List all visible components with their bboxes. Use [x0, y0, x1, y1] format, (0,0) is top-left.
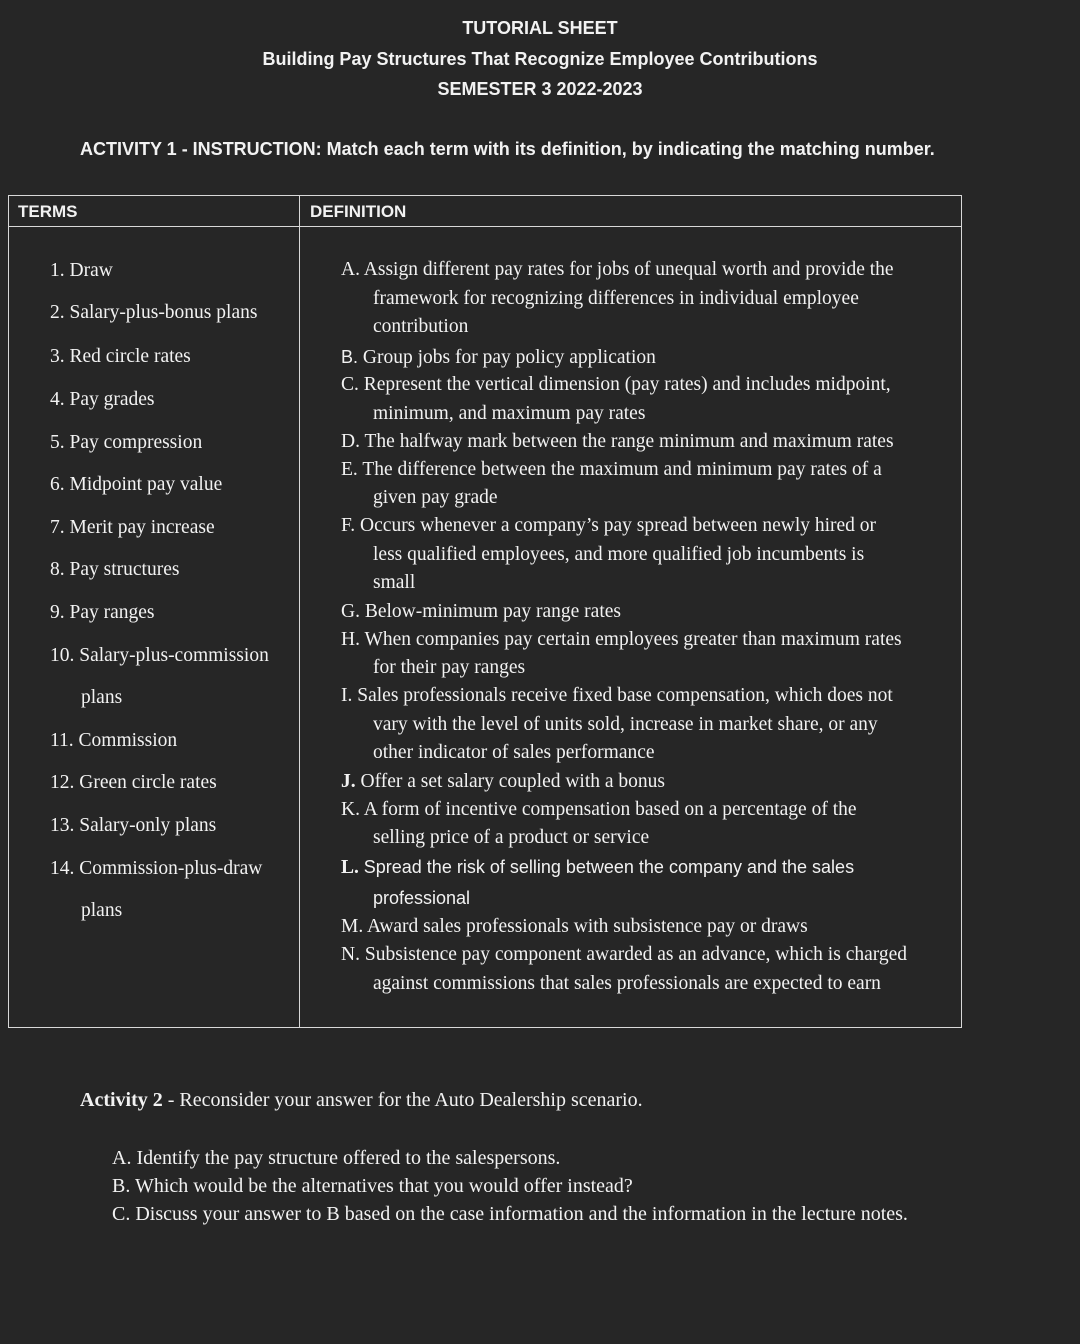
question-b: B. Which would be the alternatives that you would offer instead? — [112, 1175, 633, 1197]
definition-text: professional — [373, 888, 471, 908]
definition-letter: E. — [341, 459, 358, 480]
definition-line — [373, 544, 864, 566]
definition-line — [341, 944, 907, 966]
definition-line — [341, 799, 857, 821]
definition-line — [373, 742, 655, 764]
definition-text: minimum, and maximum pay rates — [373, 403, 646, 424]
activity2-heading — [80, 1089, 643, 1112]
definition-letter: M. — [341, 916, 364, 937]
definition-text: Sales professionals receive fixed base compensation, which does not — [357, 685, 893, 706]
term-item: 3. Red circle rates — [50, 346, 191, 367]
definition-line — [341, 346, 656, 369]
definition-line — [341, 629, 902, 651]
term-item: 8. Pay structures — [50, 559, 180, 580]
definition-line — [341, 431, 894, 453]
definition-letter: N. — [341, 944, 360, 965]
term-item: 9. Pay ranges — [50, 602, 155, 623]
term-item: 6. Midpoint pay value — [50, 474, 223, 495]
definition-letter: A. — [341, 259, 360, 280]
definition-text: selling price of a product or service — [373, 827, 650, 848]
question-a: A. Identify the pay structure offered to the salespersons. — [112, 1147, 561, 1169]
term-item: 1. Draw — [50, 260, 113, 281]
definition-line — [373, 316, 468, 338]
column-divider — [299, 196, 300, 1027]
definition-line — [341, 771, 665, 793]
definition-line — [373, 714, 878, 736]
definition-text: Represent the vertical dimension (pay rates) and includes midpoint, — [363, 374, 891, 395]
definition-letter: C. — [341, 374, 359, 395]
definition-text: When companies pay certain employees greater than maximum rates — [364, 629, 902, 650]
semester-label: SEMESTER 3 2022-2023 — [437, 79, 643, 99]
definition-text: Below-minimum pay range rates — [364, 601, 621, 622]
definition-line — [373, 288, 859, 310]
term-item: 14. Commission-plus-draw — [50, 858, 263, 879]
definition-text: Assign different pay rates for jobs of unequal worth and provide the — [363, 259, 894, 280]
definition-line — [341, 856, 854, 879]
definition-line — [373, 973, 881, 995]
header-divider — [9, 226, 961, 227]
definition-text: given pay grade — [373, 487, 498, 508]
definition-line — [373, 572, 415, 594]
definition-line — [341, 916, 808, 938]
definition-text: Award sales professionals with subsistence pay or draws — [367, 916, 808, 937]
terms-header: TERMS — [18, 202, 78, 221]
definition-text: A form of incentive compensation based on a percentage of the — [363, 799, 857, 820]
definition-text: Group jobs for pay policy application — [362, 347, 656, 368]
definition-letter: B. — [341, 347, 359, 367]
definition-text: The halfway mark between the range minimum and maximum rates — [364, 431, 894, 452]
term-item: 10. Salary-plus-commission — [50, 645, 269, 666]
definition-text: against commissions that sales professionals are expected to earn — [373, 973, 881, 994]
definition-line — [341, 601, 621, 623]
definition-letter: I. — [341, 685, 353, 706]
sheet-subtitle: Building Pay Structures That Recognize Employee Contributions — [262, 49, 818, 69]
term-item: 11. Commission — [50, 730, 178, 751]
term-item: 7. Merit pay increase — [50, 517, 215, 538]
term-item: 13. Salary-only plans — [50, 815, 217, 836]
definition-header: DEFINITION — [310, 202, 407, 221]
term-item: 5. Pay compression — [50, 432, 203, 453]
definition-letter: G. — [341, 601, 360, 622]
definition-text: less qualified employees, and more qualified job incumbents is — [373, 544, 865, 565]
term-item: 2. Salary-plus-bonus plans — [50, 302, 258, 323]
definition-line — [373, 487, 498, 509]
definition-letter: J. — [341, 771, 356, 792]
definition-text: Occurs whenever a company’s pay spread between newly hired or — [360, 515, 877, 536]
definition-text: Offer a set salary coupled with a bonus — [360, 771, 666, 792]
definition-line — [373, 657, 525, 679]
definition-text: The difference between the maximum and minimum pay rates of a — [362, 459, 882, 480]
activity2-text: - Reconsider your answer for the Auto Dealership scenario. — [162, 1089, 643, 1111]
definition-text: framework for recognizing differences in individual employee — [373, 288, 859, 309]
activity2-label: Activity 2 — [80, 1089, 163, 1111]
definition-line — [373, 887, 470, 910]
term-item: plans — [81, 687, 123, 708]
definition-line — [341, 515, 876, 537]
definition-letter: L. — [341, 857, 359, 878]
definition-text: Spread the risk of selling between the company and the sales — [363, 857, 855, 877]
sheet-title: TUTORIAL SHEET — [462, 18, 618, 38]
definition-letter: F. — [341, 515, 356, 536]
definition-line — [341, 374, 891, 396]
activity1-instruction: ACTIVITY 1 - INSTRUCTION: Match each term with its definition, by indicating the matching number. — [80, 139, 935, 159]
term-item: plans — [81, 900, 123, 921]
definition-line — [341, 459, 882, 481]
definition-line — [341, 685, 893, 707]
definition-text: Subsistence pay component awarded as an advance, which is charged — [364, 944, 908, 965]
definition-text: for their pay ranges — [373, 657, 526, 678]
definition-letter: D. — [341, 431, 360, 452]
definition-text: contribution — [373, 316, 469, 337]
definition-line — [373, 827, 649, 849]
definition-line — [373, 403, 645, 425]
question-c: C. Discuss your answer to B based on the case information and the information in the lecture notes. — [112, 1203, 908, 1225]
term-item: 12. Green circle rates — [50, 772, 217, 793]
definition-text: vary with the level of units sold, increase in market share, or any — [373, 714, 878, 735]
matching-table — [8, 195, 962, 1028]
definition-text: small — [373, 572, 416, 593]
definition-letter: H. — [341, 629, 360, 650]
definition-line — [341, 259, 894, 281]
definition-text: other indicator of sales performance — [373, 742, 655, 763]
term-item: 4. Pay grades — [50, 389, 155, 410]
definition-letter: K. — [341, 799, 360, 820]
